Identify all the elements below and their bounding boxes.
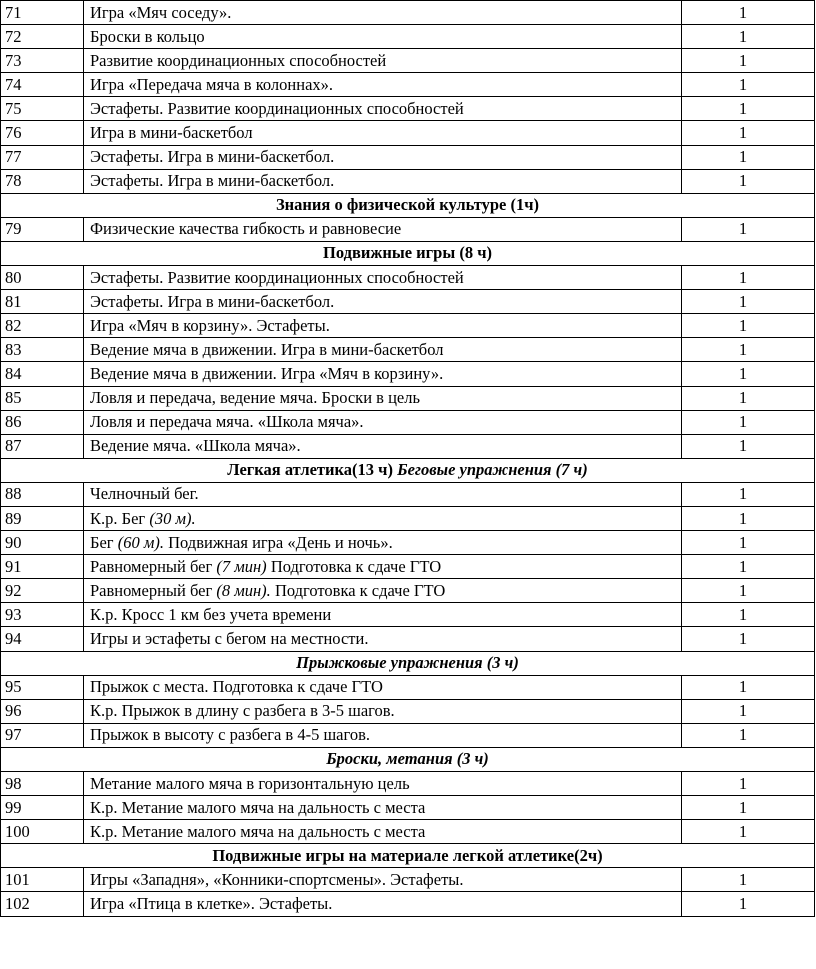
lesson-topic-part: Игра «Передача мяча в колоннах». (90, 74, 334, 94)
lesson-hours: 1 (682, 675, 815, 699)
lesson-topic (84, 338, 682, 362)
table-row (1, 506, 815, 530)
lesson-topic-part: Метание малого мяча в горизонтальную цель (90, 773, 410, 793)
lesson-hours: 1 (682, 868, 815, 892)
lesson-hours: 1 (682, 820, 815, 844)
table-row (1, 627, 815, 651)
table-row (1, 386, 815, 410)
lesson-hours: 1 (682, 314, 815, 338)
table-row (1, 362, 815, 386)
lesson-topic-part: Игра в мини-баскетбол (90, 123, 253, 143)
lesson-number: 92 (1, 579, 84, 603)
lesson-number: 82 (1, 314, 84, 338)
table-row (1, 723, 815, 747)
lesson-topic-part: Бег (90, 532, 118, 552)
lesson-topic-part: К.р. Кросс 1 км без учета времени (90, 604, 332, 624)
table-row (1, 796, 815, 820)
table-row (1, 73, 815, 97)
lesson-number: 79 (1, 217, 84, 241)
lesson-topic-part: Челночный бег. (90, 484, 199, 504)
lesson-topic (84, 892, 682, 916)
section-title (1, 458, 815, 482)
table-row (1, 579, 815, 603)
table-row (1, 772, 815, 796)
lesson-number: 96 (1, 699, 84, 723)
table-row (1, 868, 815, 892)
section-header-row (1, 458, 815, 482)
lesson-topic (84, 555, 682, 579)
lesson-number: 76 (1, 121, 84, 145)
table-row (1, 603, 815, 627)
table-row (1, 314, 815, 338)
lesson-hours: 1 (682, 217, 815, 241)
lesson-topic (84, 482, 682, 506)
table-row (1, 699, 815, 723)
lesson-topic (84, 506, 682, 530)
lesson-number: 93 (1, 603, 84, 627)
lesson-topic-part: Физические качества гибкость и равновесие (90, 219, 402, 239)
lesson-hours: 1 (682, 386, 815, 410)
table-row (1, 266, 815, 290)
lesson-hours: 1 (682, 169, 815, 193)
lesson-number: 75 (1, 97, 84, 121)
lesson-number: 81 (1, 290, 84, 314)
lesson-topic-part: Ловля и передача мяча. «Школа мяча». (90, 412, 364, 432)
lesson-hours: 1 (682, 506, 815, 530)
lesson-topic (84, 314, 682, 338)
lesson-hours: 1 (682, 627, 815, 651)
lesson-topic (84, 796, 682, 820)
lesson-plan-body (1, 1, 815, 917)
lesson-topic (84, 169, 682, 193)
lesson-topic (84, 699, 682, 723)
lesson-topic (84, 97, 682, 121)
lesson-number: 71 (1, 1, 84, 25)
lesson-topic (84, 145, 682, 169)
lesson-topic-part: Эстафеты. Игра в мини-баскетбол. (90, 147, 335, 167)
lesson-number: 77 (1, 145, 84, 169)
section-title-part: Подвижные игры (8 ч) (322, 243, 493, 263)
section-title-part: Прыжковые упражнения (3 ч) (296, 653, 519, 673)
lesson-topic-part: К.р. Метание малого мяча на дальность с места (90, 797, 426, 817)
lesson-hours: 1 (682, 97, 815, 121)
lesson-hours: 1 (682, 73, 815, 97)
table-row (1, 892, 815, 916)
lesson-topic (84, 579, 682, 603)
lesson-topic (84, 121, 682, 145)
lesson-number: 100 (1, 820, 84, 844)
table-row (1, 49, 815, 73)
lesson-topic (84, 410, 682, 434)
lesson-hours: 1 (682, 603, 815, 627)
lesson-hours: 1 (682, 434, 815, 458)
lesson-number: 83 (1, 338, 84, 362)
lesson-number: 84 (1, 362, 84, 386)
section-title-part: Подвижные игры на материале легкой атлетике(2ч) (212, 845, 603, 865)
section-title (1, 241, 815, 265)
lesson-hours: 1 (682, 362, 815, 386)
section-title (1, 651, 815, 675)
lesson-number: 99 (1, 796, 84, 820)
lesson-hours: 1 (682, 49, 815, 73)
table-row (1, 217, 815, 241)
lesson-topic (84, 772, 682, 796)
section-title-part: Легкая атлетика(13 ч) (227, 460, 398, 480)
lesson-hours: 1 (682, 25, 815, 49)
lesson-topic-part: Прыжок с места. Подготовка к сдаче ГТО (90, 677, 383, 697)
table-row (1, 531, 815, 555)
lesson-topic-part: Подготовка к сдаче ГТО (266, 556, 442, 576)
table-row (1, 410, 815, 434)
lesson-topic-part: Равномерный бег (90, 580, 217, 600)
lesson-topic-part: Эстафеты. Игра в мини-баскетбол. (90, 171, 335, 191)
lesson-topic-part: Эстафеты. Развитие координационных способностей (90, 267, 464, 287)
lesson-number: 74 (1, 73, 84, 97)
lesson-number: 102 (1, 892, 84, 916)
lesson-topic-part: К.р. Метание малого мяча на дальность с места (90, 821, 426, 841)
lesson-number: 78 (1, 169, 84, 193)
lesson-topic (84, 531, 682, 555)
table-row (1, 555, 815, 579)
lesson-topic-part: (8 мин). (216, 580, 271, 600)
lesson-number: 98 (1, 772, 84, 796)
lesson-topic-part: (7 мин) (216, 556, 267, 576)
section-header-row (1, 844, 815, 868)
lesson-hours: 1 (682, 338, 815, 362)
lesson-topic-part: Ведение мяча в движении. Игра в мини-баскетбол (90, 339, 444, 359)
lesson-number: 90 (1, 531, 84, 555)
lesson-number: 88 (1, 482, 84, 506)
lesson-hours: 1 (682, 699, 815, 723)
lesson-hours: 1 (682, 145, 815, 169)
lesson-topic-part: (30 м). (149, 508, 196, 528)
lesson-hours: 1 (682, 531, 815, 555)
lesson-topic (84, 675, 682, 699)
lesson-topic (84, 49, 682, 73)
lesson-hours: 1 (682, 555, 815, 579)
lesson-topic-part: Игра «Мяч в корзину». Эстафеты. (90, 315, 330, 335)
table-row (1, 121, 815, 145)
lesson-topic (84, 1, 682, 25)
section-title-part: Знания о физической культуре (1ч) (275, 195, 540, 215)
lesson-topic-part: Подвижная игра «День и ночь». (163, 532, 393, 552)
lesson-topic (84, 25, 682, 49)
lesson-topic (84, 434, 682, 458)
lesson-topic-part: Игры «Западня», «Конники-спортсмены». Эстафеты. (90, 869, 464, 889)
lesson-hours: 1 (682, 892, 815, 916)
table-row (1, 820, 815, 844)
lesson-topic-part: Ведение мяча в движении. Игра «Мяч в корзину». (90, 363, 444, 383)
lesson-topic-part: Ловля и передача, ведение мяча. Броски в цель (90, 388, 420, 408)
section-title-part: Беговые упражнения (7 ч) (397, 460, 588, 480)
lesson-topic-part: (60 м). (117, 532, 164, 552)
lesson-number: 94 (1, 627, 84, 651)
lesson-topic-part: К.р. Бег (90, 508, 150, 528)
lesson-number: 89 (1, 506, 84, 530)
lesson-number: 80 (1, 266, 84, 290)
table-row (1, 434, 815, 458)
lesson-number: 101 (1, 868, 84, 892)
table-row (1, 25, 815, 49)
lesson-topic (84, 723, 682, 747)
table-row (1, 482, 815, 506)
lesson-hours: 1 (682, 1, 815, 25)
lesson-topic (84, 627, 682, 651)
lesson-topic (84, 290, 682, 314)
lesson-hours: 1 (682, 723, 815, 747)
table-row (1, 97, 815, 121)
table-row (1, 675, 815, 699)
table-row (1, 338, 815, 362)
lesson-topic-part: Игра «Птица в клетке». Эстафеты. (90, 894, 333, 914)
lesson-number: 87 (1, 434, 84, 458)
section-header-row (1, 747, 815, 771)
lesson-topic (84, 362, 682, 386)
lesson-hours: 1 (682, 772, 815, 796)
lesson-topic-part: Броски в кольцо (90, 26, 205, 46)
lesson-topic (84, 73, 682, 97)
lesson-topic (84, 603, 682, 627)
lesson-number: 73 (1, 49, 84, 73)
lesson-hours: 1 (682, 482, 815, 506)
table-row (1, 145, 815, 169)
section-header-row (1, 193, 815, 217)
lesson-topic (84, 386, 682, 410)
table-row (1, 290, 815, 314)
lesson-topic-part: Развитие координационных способностей (90, 50, 387, 70)
lesson-topic-part: Подготовка к сдаче ГТО (270, 580, 446, 600)
lesson-hours: 1 (682, 121, 815, 145)
section-header-row (1, 241, 815, 265)
lesson-topic-part: Прыжок в высоту с разбега в 4-5 шагов. (90, 725, 370, 745)
lesson-topic (84, 820, 682, 844)
lesson-number: 91 (1, 555, 84, 579)
lesson-hours: 1 (682, 266, 815, 290)
lesson-hours: 1 (682, 796, 815, 820)
lesson-topic-part: Ведение мяча. «Школа мяча». (90, 436, 301, 456)
lesson-topic-part: Равномерный бег (90, 556, 217, 576)
lesson-number: 95 (1, 675, 84, 699)
lesson-topic-part: Эстафеты. Игра в мини-баскетбол. (90, 291, 335, 311)
section-title-part: Броски, метания (3 ч) (326, 749, 489, 769)
lesson-topic (84, 266, 682, 290)
lesson-topic-part: Игры и эстафеты с бегом на местности. (90, 628, 369, 648)
section-title (1, 193, 815, 217)
lesson-hours: 1 (682, 579, 815, 603)
table-row (1, 1, 815, 25)
lesson-topic-part: Эстафеты. Развитие координационных способностей (90, 98, 464, 118)
lesson-topic (84, 217, 682, 241)
lesson-number: 72 (1, 25, 84, 49)
lesson-number: 97 (1, 723, 84, 747)
lesson-number: 85 (1, 386, 84, 410)
section-header-row (1, 651, 815, 675)
lesson-topic-part: Игра «Мяч соседу». (90, 2, 232, 22)
lesson-hours: 1 (682, 410, 815, 434)
table-row (1, 169, 815, 193)
section-title (1, 844, 815, 868)
lesson-topic (84, 868, 682, 892)
lesson-hours: 1 (682, 290, 815, 314)
lesson-topic-part: К.р. Прыжок в длину с разбега в 3-5 шагов. (90, 701, 395, 721)
section-title (1, 747, 815, 771)
lesson-number: 86 (1, 410, 84, 434)
